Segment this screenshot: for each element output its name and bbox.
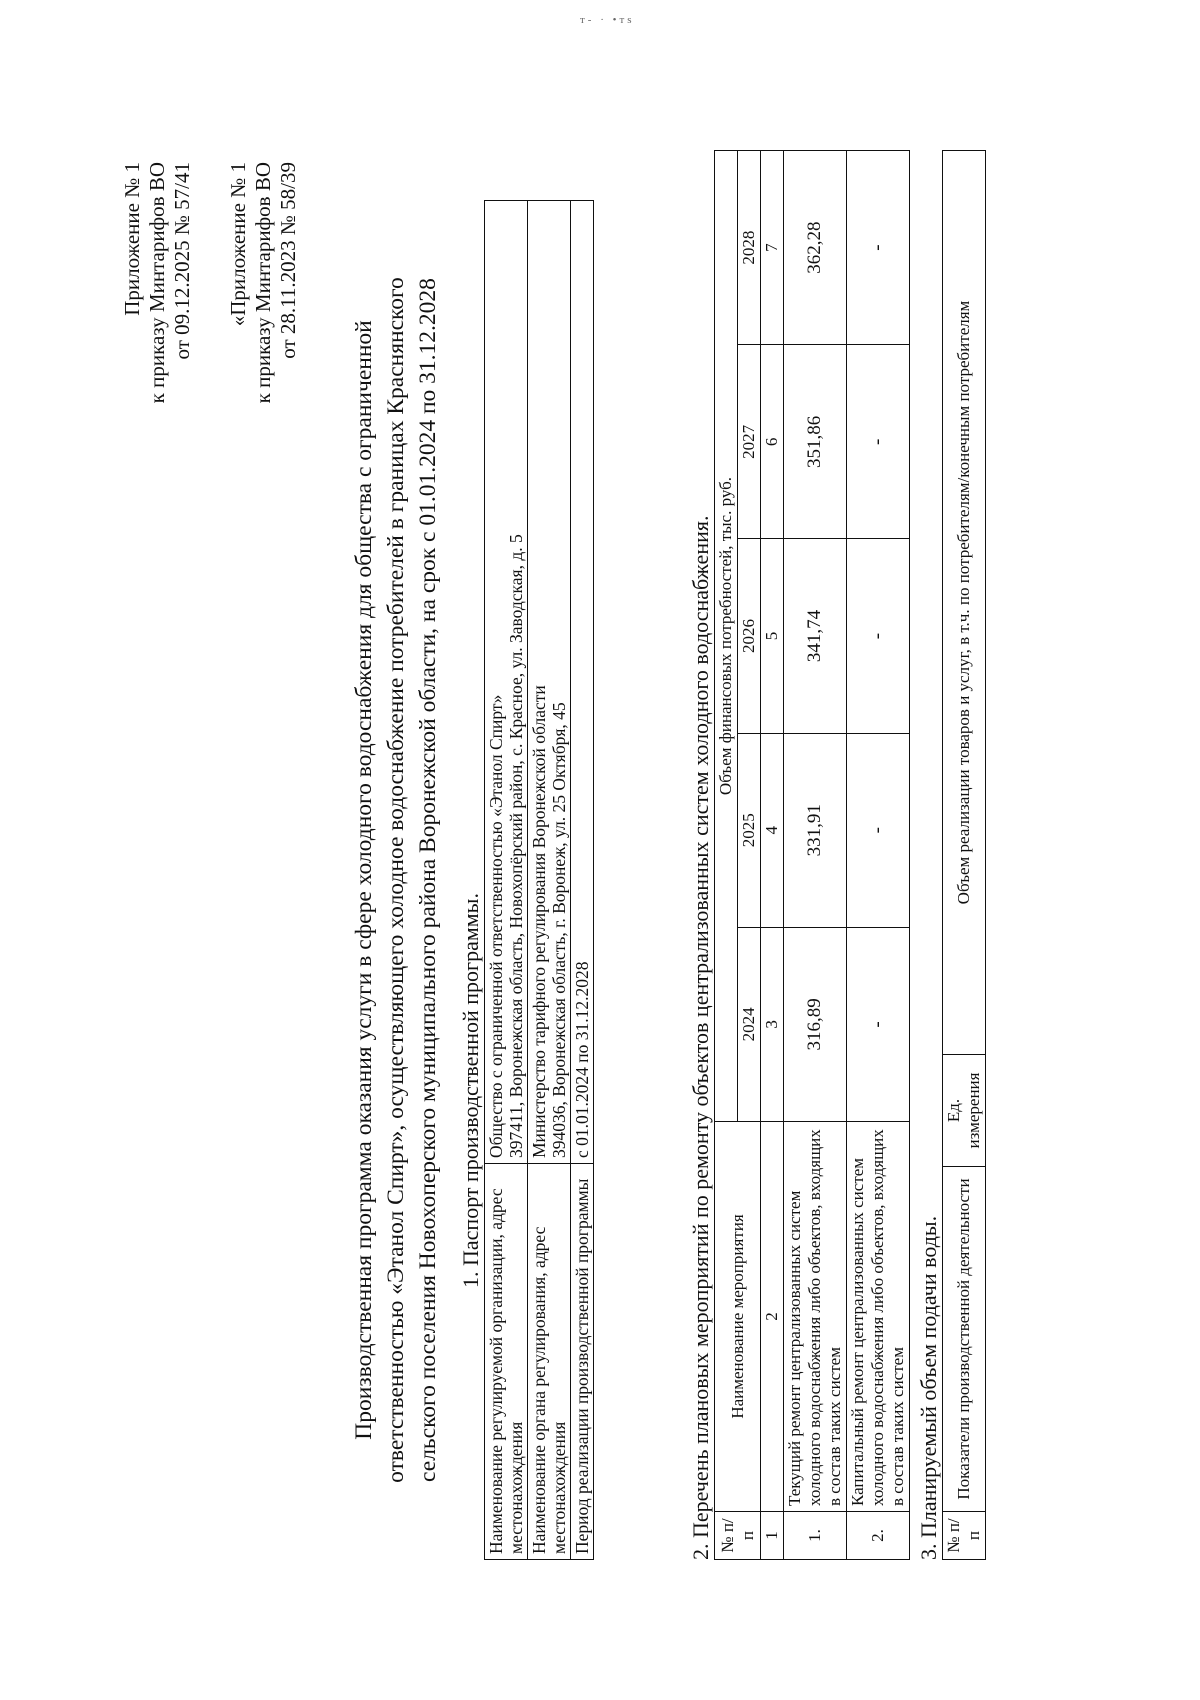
passport-value-line: 397411, Воронежская область, Новохопёрский район, с. Красное, ул. Заводская, д. 5 bbox=[506, 534, 526, 1158]
measure-value: - bbox=[847, 345, 910, 539]
approval-stamp-original bbox=[226, 162, 301, 403]
scan-mark: т- · •тs bbox=[580, 14, 635, 26]
passport-value bbox=[528, 201, 571, 1164]
table-row bbox=[485, 201, 528, 1560]
measure-name: Капитальный ремонт централизованных систем холодного водоснабжения либо объектов, входящих в состав таких систем bbox=[847, 1122, 910, 1512]
document-title bbox=[348, 230, 444, 1530]
passport-label: Наименование регулируемой организации, адрес местонахождения bbox=[485, 1164, 528, 1560]
passport-value: с 01.01.2024 по 31.12.2028 bbox=[571, 201, 594, 1164]
approval-line: от 09.12.2025 № 57/41 bbox=[170, 162, 194, 360]
approval-line: к приказу Минтарифов ВО bbox=[145, 162, 169, 404]
column-number: 1 bbox=[761, 1512, 784, 1560]
passport-value-line: Общество с ограниченной ответственностью «Этанол Спирт» bbox=[486, 694, 506, 1158]
column-number: 5 bbox=[761, 539, 784, 733]
header-year: 2024 bbox=[738, 927, 761, 1121]
header-year: 2026 bbox=[738, 539, 761, 733]
column-number: 2 bbox=[761, 1122, 784, 1512]
measure-name: Текущий ремонт централизованных систем холодного водоснабжения либо объектов, входящих в состав таких систем bbox=[784, 1122, 847, 1512]
measure-value: 351,86 bbox=[784, 345, 847, 539]
passport-table bbox=[484, 200, 594, 1560]
section-3-title: 3. Планируемый объем подачи воды. bbox=[916, 1215, 941, 1560]
repair-measures-table bbox=[714, 150, 910, 1560]
table-header-row bbox=[943, 151, 986, 1560]
column-number: 3 bbox=[761, 927, 784, 1121]
column-number-row bbox=[761, 151, 784, 1560]
header-volume: Объем реализации товаров и услуг, в т.ч. по потребителям/конечным потребителям bbox=[943, 151, 986, 1055]
header-name: Наименование мероприятия bbox=[715, 1122, 761, 1512]
header-num: № п/п bbox=[715, 1512, 761, 1560]
measure-value: 316,89 bbox=[784, 927, 847, 1121]
measure-value: - bbox=[847, 927, 910, 1121]
section-1-title: 1. Паспорт производственной программы. bbox=[458, 893, 483, 1288]
water-supply-volume-table bbox=[942, 150, 986, 1560]
row-num: 2. bbox=[847, 1512, 910, 1560]
approval-stamp-current bbox=[120, 162, 195, 403]
approval-line: «Приложение № 1 bbox=[226, 162, 250, 327]
table-row bbox=[571, 201, 594, 1560]
row-num: 1. bbox=[784, 1512, 847, 1560]
header-year: 2028 bbox=[738, 151, 761, 345]
header-volume: Объем финансовых потребностей, тыс. руб. bbox=[715, 151, 738, 1122]
passport-value-line: 394036, Воронежская область, г. Воронеж, ул. 25 Октября, 45 bbox=[549, 702, 569, 1158]
table-row bbox=[847, 151, 910, 1560]
header-indicator: Показатели производственной деятельности bbox=[943, 1167, 986, 1512]
header-year: 2027 bbox=[738, 345, 761, 539]
column-number: 7 bbox=[761, 151, 784, 345]
measure-value: 362,28 bbox=[784, 151, 847, 345]
passport-value-line: Министерство тарифного регулирования Воронежской области bbox=[529, 685, 549, 1158]
approval-line: к приказу Минтарифов ВО bbox=[251, 162, 275, 404]
title-line: Производственная программа оказания услуги в сфере холодного водоснабжения для общества с ограниченной bbox=[351, 320, 377, 1440]
passport-value bbox=[485, 201, 528, 1164]
table-header-row bbox=[715, 151, 738, 1560]
title-line: сельского поселения Новохоперского муниципального района Воронежской области, на срок с 01.01.2024 по 31.12.2028 bbox=[415, 278, 441, 1482]
column-number: 6 bbox=[761, 345, 784, 539]
approval-line: Приложение № 1 bbox=[120, 162, 144, 316]
section-2-title: 2. Перечень плановых мероприятий по ремонту объектов централизованных систем холодного водоснабжения. bbox=[688, 515, 713, 1560]
measure-value: - bbox=[847, 733, 910, 927]
table-row bbox=[784, 151, 847, 1560]
header-unit: Ед. измерения bbox=[943, 1055, 986, 1167]
title-line: ответственностью «Этанол Спирт», осуществляющего холодное водоснабжение потребителей в границах Краснянского bbox=[383, 277, 409, 1483]
column-number: 4 bbox=[761, 733, 784, 927]
approval-line: от 28.11.2023 № 58/39 bbox=[276, 162, 300, 359]
measure-value: 331,91 bbox=[784, 733, 847, 927]
header-num: № п/п bbox=[943, 1512, 986, 1560]
measure-value: 341,74 bbox=[784, 539, 847, 733]
header-year: 2025 bbox=[738, 733, 761, 927]
measure-value: - bbox=[847, 151, 910, 345]
measure-value: - bbox=[847, 539, 910, 733]
passport-label: Наименование органа регулирования, адрес местонахождения bbox=[528, 1164, 571, 1560]
rotated-document-sheet bbox=[120, 110, 1080, 1590]
table-row bbox=[528, 201, 571, 1560]
passport-label: Период реализации производственной программы bbox=[571, 1164, 594, 1560]
